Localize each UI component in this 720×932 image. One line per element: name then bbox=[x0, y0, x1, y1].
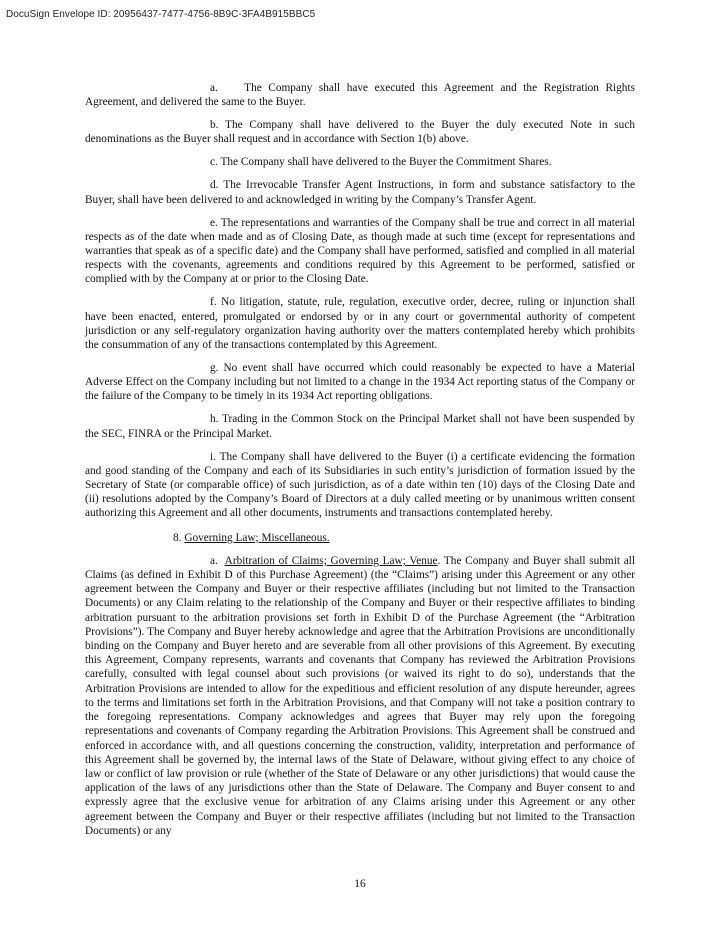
condition-e: e. The representations and warranties of the Company shall be true and correct in all material respects as of the date when made and as of Closing Date, as though made at such time (except for representations and warranties that speak as of a specific date) and the Company shall have performed, satisfied and complied in all material respects with the covenants, agreements and conditions required by this Agreement to be performed, satisfied or complied with by the Company at or prior to the Closing Date. bbox=[85, 216, 635, 286]
condition-a: a. The Company shall have executed this Agreement and the Registration Rights Agreement, and delivered the same to the Buyer. bbox=[85, 82, 635, 109]
section-8-number: 8. bbox=[173, 531, 182, 544]
section-8a-title: Arbitration of Claims; Governing Law; Venue bbox=[224, 554, 438, 567]
section-8a-body: . The Company and Buyer shall submit all Claims (as defined in Exhibit D of this Purchase Agreement) (the “Claims”) arising under this Agreement or any other agreement between the Company and Buyer or their respective affiliates (including but not limited to the Transaction Documents) or any Claim relating to the relationship of the Company and Buyer or their respective affiliates to binding arbitration pursuant to the arbitration provisions set forth in Exhibit D of the Purchase Agreement (the “Arbitration Provisions”). The Company and Buyer hereby acknowledge and agree that the Arbitration Provisions are unconditionally binding on the Company and Buyer hereto and are severable from all other provisions of this Agreement. By executing this Agreement, Company represents, warrants and covenants that Company has reviewed the Arbitration Provisions carefully, consulted with legal counsel about such provisions (or waived its right to do so), understands that the Arbitration Provisions are intended to allow for the expeditious and efficient resolution of any dispute hereunder, agrees to the terms and limitations set forth in the Arbitration Provisions, and that Company will not take a position contrary to the foregoing representations. Company acknowledges and agrees that Buyer may rely upon the foregoing representations and covenants of Company regarding the Arbitration Provisions. This Agreement shall be construed and enforced in accordance with, and all questions concerning the construction, validity, interpretation and performance of this Agreement shall be governed by, the internal laws of the State of Delaware, without giving effect to any choice of law or conflict of law provision or rule (whether of the State of Delaware or any other jurisdictions) that would cause the application of the laws of any jurisdictions other than the State of Delaware. The Company and Buyer consent to and expressly agree that the exclusive venue for arbitration of any Claims arising under this Agreement or any other agreement between the Company and Buyer or their respective affiliates (including but not limited to the Transaction Documents) or any bbox=[85, 554, 635, 837]
section-8-heading bbox=[85, 531, 635, 545]
condition-h: h. Trading in the Common Stock on the Principal Market shall not have been suspended by the SEC, FINRA or the Principal Market. bbox=[85, 413, 635, 440]
condition-i: i. The Company shall have delivered to the Buyer (i) a certificate evidencing the formation and good standing of the Company and each of its Subsidiaries in such entity’s jurisdiction of formation issued by the Secretary of State (or comparable office) of such jurisdiction, as of a date within ten (10) days of the Closing Date and (ii) resolutions adopted by the Company’s Board of Directors at a duly called meeting or by unanimous written consent authorizing this Agreement and all other documents, instruments and transactions contemplated hereby. bbox=[85, 450, 635, 520]
docusign-envelope-id: DocuSign Envelope ID: 20956437-7477-4756-8B9C-3FA4B915BBC5 bbox=[6, 9, 316, 20]
condition-b: b. The Company shall have delivered to the Buyer the duly executed Note in such denominations as the Buyer shall request and in accordance with Section 1(b) above. bbox=[85, 119, 635, 146]
condition-g: g. No event shall have occurred which could reasonably be expected to have a Material Adverse Effect on the Company including but not limited to a change in the 1934 Act reporting status of the Company or the failure of the Company to be timely in its 1934 Act reporting obligations. bbox=[85, 362, 635, 403]
section-8-title: Governing Law; Miscellaneous. bbox=[184, 531, 330, 544]
condition-d: d. The Irrevocable Transfer Agent Instructions, in form and substance satisfactory to the Buyer, shall have been delivered to and acknowledged in writing by the Company’s Transfer Agent. bbox=[85, 179, 635, 206]
condition-f: f. No litigation, statute, rule, regulation, executive order, decree, ruling or injunction shall have been enacted, entered, promulgated or endorsed by or in any court or governmental authority of competent jurisdiction or any self-regulatory organization having authority over the matters contemplated hereby which prohibits the consummation of any of the transactions contemplated by this Agreement. bbox=[85, 296, 635, 352]
document-body bbox=[85, 81, 635, 847]
condition-c: c. The Company shall have delivered to the Buyer the Commitment Shares. bbox=[210, 156, 552, 169]
page-number: 16 bbox=[354, 878, 366, 890]
section-8a-prefix: a. bbox=[210, 554, 218, 567]
section-8a-paragraph bbox=[85, 554, 635, 838]
